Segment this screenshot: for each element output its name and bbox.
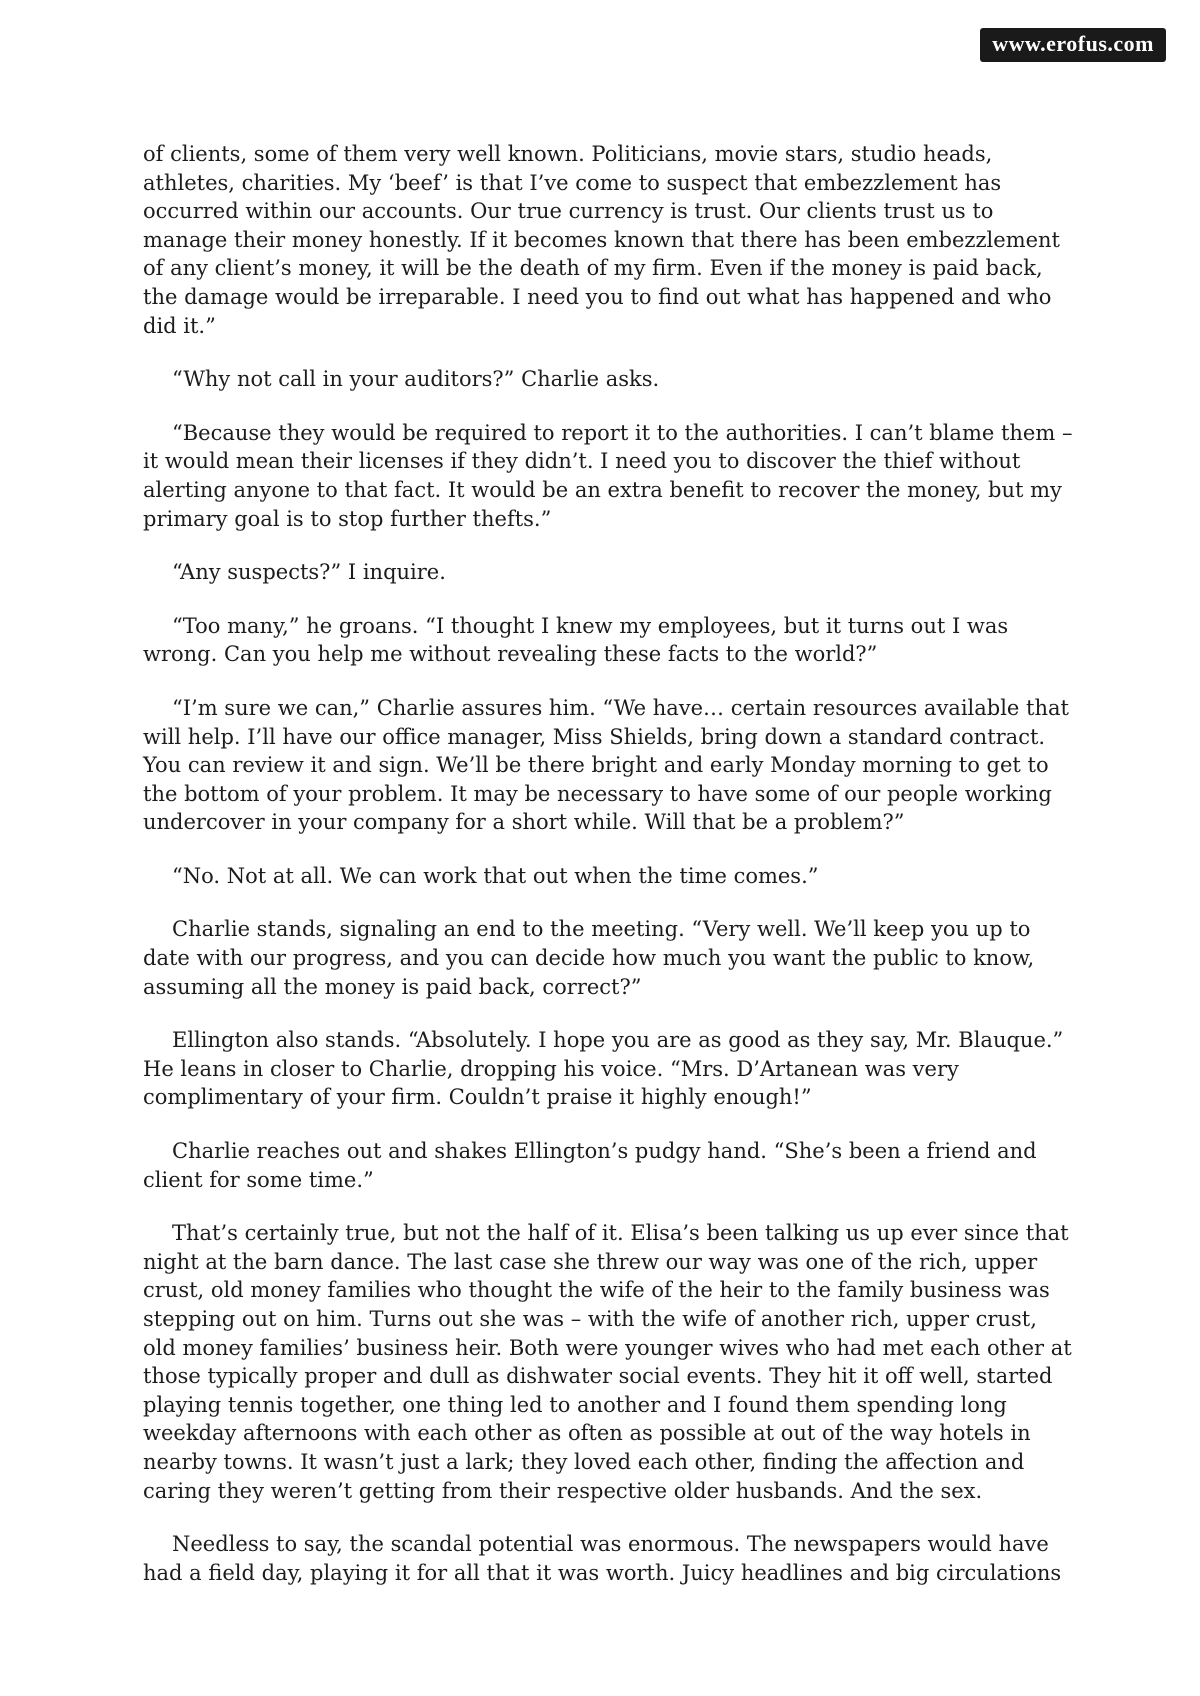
paragraph: “Because they would be required to report it to the authorities. I can’t blame them – it would mean their licenses if they didn’t. I need you to discover the thief without alerting anyone to that fact. It would be an extra benefit to recover the money, but my primary goal is to stop further thefts.” — [143, 420, 1073, 531]
watermark: www.erofus.com — [980, 28, 1166, 62]
paragraph: Charlie stands, signaling an end to the meeting. “Very well. We’ll keep you up to date with our progress, and you can decide how much you want the public to know, assuming all the money is paid back, correct?” — [143, 917, 1035, 999]
paragraph: “I’m sure we can,” Charlie assures him. “We have… certain resources available that will help. I’ll have our office manager, Miss Shields, bring down a standard contract. You can review it and sign. We’ll be there bright and early Monday morning to get to the bottom of your problem. It may be necessary to have some of our people working undercover in your company for a short while. Will that be a problem?” — [143, 695, 1069, 835]
paragraph: “Any suspects?” I inquire. — [172, 560, 446, 585]
paragraph: Ellington also stands. “Absolutely. I hope you are as good as they say, Mr. Blauque.” He leans in closer to Charlie, dropping his voice. “Mrs. D’Artanean was very complimentary of your firm. Couldn’t praise it highly enough!” — [143, 1028, 1064, 1110]
paragraph: “Why not call in your auditors?” Charlie asks. — [172, 367, 660, 392]
paragraph: Needless to say, the scandal potential was enormous. The newspapers would have had a field day, playing it for all that it was worth. Juicy headlines and big circulations — [143, 1532, 1062, 1585]
paragraph: of clients, some of them very well known. Politicians, movie stars, studio heads, athletes, charities. My ‘beef’ is that I’ve come to suspect that embezzlement has occurred within our accounts. Our true currency is trust. Our clients trust us to manage their money honestly. If it becomes known that there has been embezzlement of any client’s money, it will be the death of my firm. Even if the money is paid back, the damage would be irreparable. I need you to find out what has happened and who did it.” — [143, 142, 1060, 338]
paragraph: “Too many,” he groans. “I thought I knew my employees, but it turns out I was wrong. Can you help me without revealing these facts to the world?” — [143, 613, 1009, 667]
paragraph: Charlie reaches out and shakes Ellington’s pudgy hand. “She’s been a friend and client for some time.” — [143, 1139, 1037, 1192]
page-body — [143, 140, 1073, 1612]
paragraph: “No. Not at all. We can work that out when the time comes.” — [172, 863, 819, 888]
paragraph: That’s certainly true, but not the half of it. Elisa’s been talking us up ever since that night at the barn dance. The last case she threw our way was one of the rich, upper crust, old money families who thought the wife of the heir to the family business was stepping out on him. Turns out she was – with the wife of another rich, upper crust, old money families’ business heir. Both were younger wives who had met each other at those typically proper and dull as dishwater social events. They hit it off well, started playing tennis together, one thing led to another and I found them spending long weekday afternoons with each other as often as possible at out of the way hotels in nearby towns. It wasn’t just a lark; they loved each other, finding the affection and caring they weren’t getting from their respective older husbands. And the sex. — [143, 1221, 1072, 1503]
